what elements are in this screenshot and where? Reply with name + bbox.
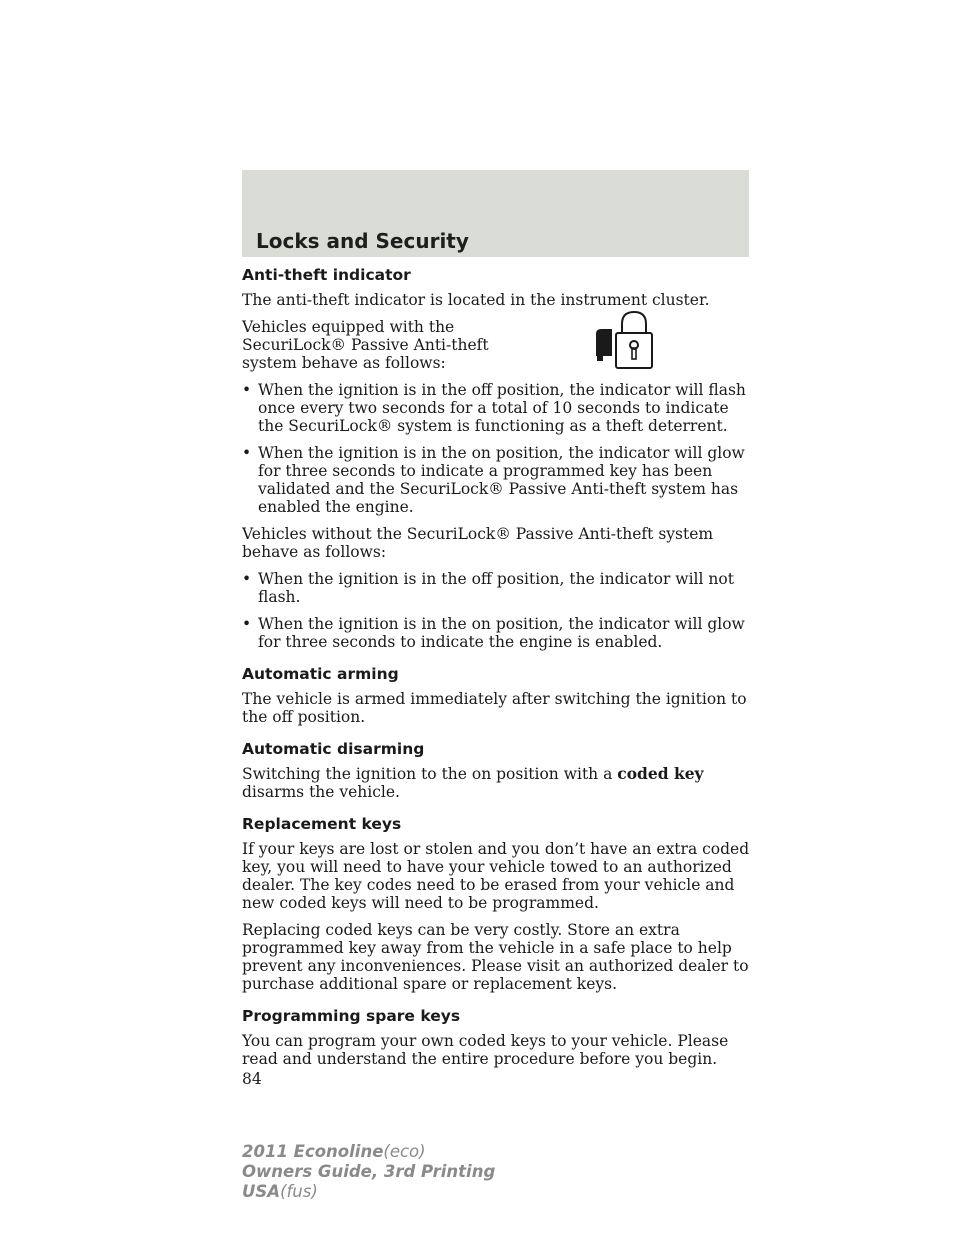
list-item-text: When the ignition is in the off position, the indicator will not flash. — [258, 570, 734, 606]
section-title: Locks and Security — [256, 229, 469, 253]
heading-antitheft: Anti-theft indicator — [242, 266, 411, 284]
footer-line-1 — [242, 1142, 495, 1162]
footer-market: USA — [242, 1182, 281, 1201]
bullet-dot: • — [242, 570, 252, 588]
heading-arming: Automatic arming — [242, 665, 399, 683]
arming-text: The vehicle is armed immediately after switching the ignition to the off position. — [242, 690, 747, 726]
equipped-intro: Vehicles equipped with the SecuriLock® Passive Anti-theft system behave as follows: — [242, 318, 489, 372]
without-intro: Vehicles without the SecuriLock® Passive Anti-theft system behave as follows: — [242, 525, 714, 561]
footer-market-code: (fus) — [280, 1182, 318, 1201]
antitheft-intro: The anti-theft indicator is located in the instrument cluster. — [242, 291, 710, 309]
heading-disarming: Automatic disarming — [242, 740, 425, 758]
coded-key-term: coded key — [617, 764, 704, 783]
section-header-band — [242, 170, 749, 257]
heading-replacement: Replacement keys — [242, 815, 402, 833]
anti-theft-lock-icon — [592, 310, 654, 370]
footer-model: 2011 Econoline — [242, 1142, 384, 1161]
list-item — [242, 381, 752, 435]
disarming-text — [242, 765, 752, 801]
footer-line-3 — [242, 1182, 495, 1202]
list-item-text: When the ignition is in the on position, the indicator will glow for three seconds to indicate the engine is enabled. — [258, 615, 745, 651]
disarming-text-after: disarms the vehicle. — [242, 783, 400, 801]
print-footer — [242, 1142, 495, 1202]
footer-line-2 — [242, 1162, 495, 1182]
footer-model-code: (eco) — [383, 1142, 426, 1161]
footer-guide: Owners Guide, 3rd Printing — [242, 1162, 496, 1181]
bullet-dot: • — [242, 444, 252, 462]
replacement-p2: Replacing coded keys can be very costly. Store an extra programmed key away from the vehicle in a safe place to help prevent any inconveniences. Please visit an authorized dealer to purchase additional spare or replacement keys. — [242, 921, 749, 993]
page-number: 84 — [242, 1070, 262, 1088]
programming-text: You can program your own coded keys to your vehicle. Please read and understand the entire procedure before you begin. — [242, 1032, 729, 1068]
list-item-text: When the ignition is in the off position, the indicator will flash once every two seconds for a total of 10 seconds to indicate the SecuriLock® system is functioning as a theft deterrent. — [258, 381, 746, 435]
bullet-dot: • — [242, 381, 252, 399]
page-content — [242, 266, 752, 1088]
list-item-text: When the ignition is in the on position, the indicator will glow for three seconds to indicate a programmed key has been validated and the SecuriLock® Passive Anti-theft system has enabled the engine. — [258, 444, 745, 516]
list-item — [242, 570, 752, 606]
equipped-block — [242, 318, 752, 372]
bullet-dot: • — [242, 615, 252, 633]
list-item — [242, 615, 752, 651]
list-item — [242, 444, 752, 516]
heading-programming: Programming spare keys — [242, 1007, 461, 1025]
replacement-p1: If your keys are lost or stolen and you don’t have an extra coded key, you will need to have your vehicle towed to an authorized dealer. The key codes need to be erased from your vehicle and new coded keys will need to be programmed. — [242, 840, 750, 912]
disarming-text-before: Switching the ignition to the on position with a — [242, 765, 618, 783]
